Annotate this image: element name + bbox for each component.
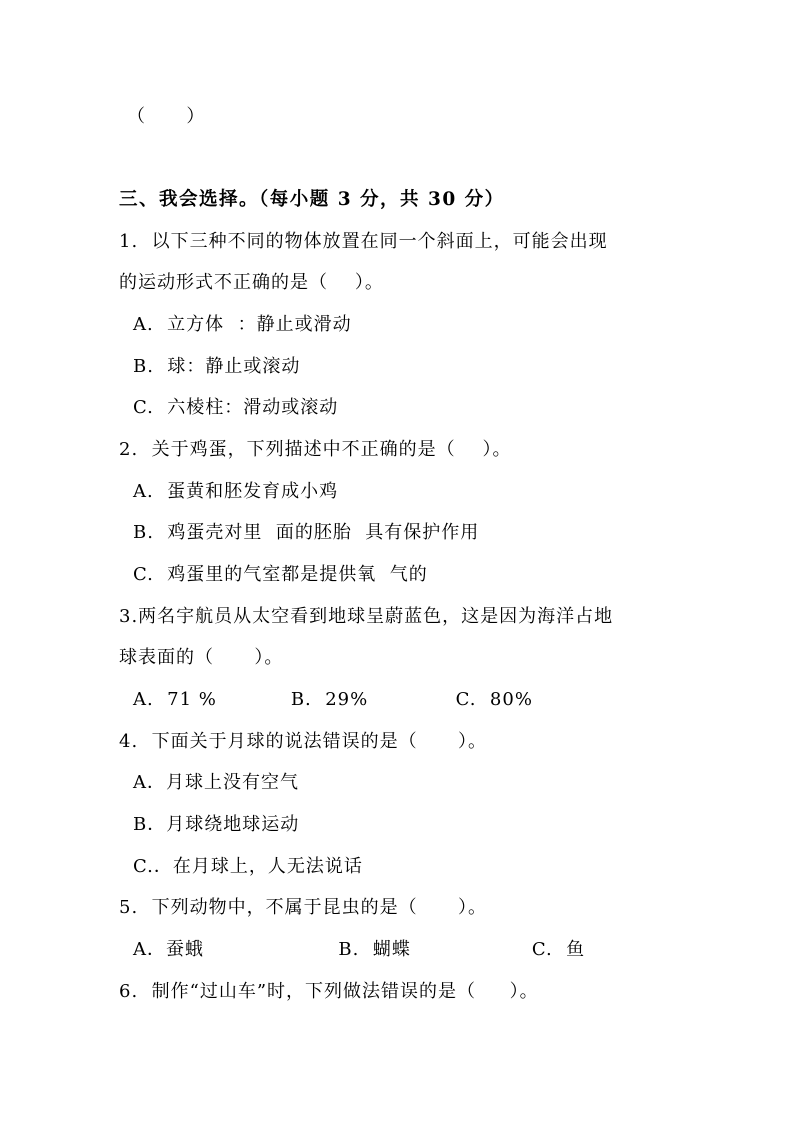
question-5-options: A．蚕蛾 B. 蝴蝶 C. 鱼 bbox=[133, 939, 586, 960]
question-5-text: 5. 下列动物中，不属于昆虫的是（ ）。 bbox=[119, 897, 487, 918]
question-1-text-cont: 的运动形式不正确的是（ ）。 bbox=[119, 272, 384, 293]
question-4-text: 4. 下面关于月球的说法错误的是（ ）。 bbox=[119, 731, 487, 752]
question-2-option-c: C. 鸡蛋里的气室都是提供氧 气的 bbox=[133, 564, 428, 585]
question-2-text: 2. 关于鸡蛋，下列描述中不正确的是（ ）。 bbox=[119, 439, 512, 460]
question-4-option-b: B．月球绕地球运动 bbox=[133, 814, 300, 835]
question-2-option-a: A. 蛋黄和胚发育成小鸡 bbox=[133, 481, 339, 502]
answer-blank-parenthesis: （ ） bbox=[127, 106, 206, 127]
question-3-options: A. 71 % B. 29% C. 80% bbox=[133, 689, 533, 710]
question-4-option-a: A．月球上没有空气 bbox=[133, 772, 299, 793]
question-1-option-c: C. 六棱柱：滑动或滚动 bbox=[133, 397, 339, 418]
question-3-text-cont: 球表面的（ ）。 bbox=[119, 647, 284, 668]
question-3-text: 3.两名宇航员从太空看到地球呈蔚蓝色，这是因为海洋占地 bbox=[119, 606, 614, 627]
question-1-option-b: B. 球：静止或滚动 bbox=[133, 356, 301, 377]
question-2-option-b: B. 鸡蛋壳对里 面的胚胎 具有保护作用 bbox=[133, 522, 480, 543]
question-4-option-c: C.．在月球上，人无法说话 bbox=[133, 856, 363, 877]
question-1-text: 1. 以下三种不同的物体放置在同一个斜面上，可能会出现 bbox=[119, 231, 608, 252]
question-6-text: 6. 制作“过山车”时，下列做法错误的是（ ）。 bbox=[119, 981, 539, 1002]
section-heading: 三、我会选择。（每小题 3 分，共 30 分） bbox=[119, 189, 505, 210]
question-1-option-a: A. 立方体 ：静止或滑动 bbox=[133, 314, 352, 335]
